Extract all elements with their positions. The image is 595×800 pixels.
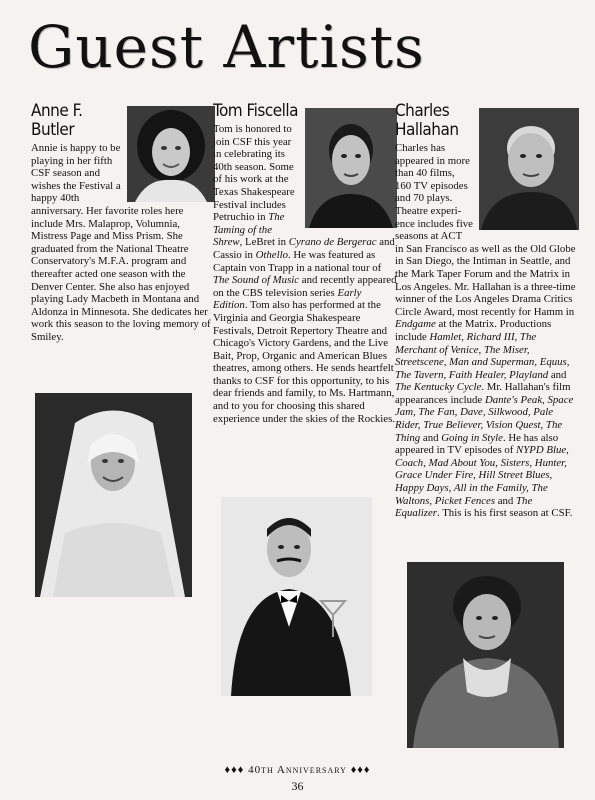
artist-column-hallahan xyxy=(395,102,579,520)
footer-banner xyxy=(0,764,595,776)
page-title: Guest Artists xyxy=(28,13,425,81)
headshot-photo xyxy=(127,106,215,202)
artist-bio: Tom is honored to join CSF this year in celebrating its 40th season. Some of his work at the Texas Shakespeare Festival includes Petruchio in The Taming of the Shrew, LeBret in Cyrano de Bergerac and Cassio in Othello. He was featured as Captain von Trapp in a national tour of The Sound of Music and recently appeared on the CBS television series Early Edition. Tom also has performed at the Virginia and Georgia Shakespeare Festivals, Detroit Repertory Theatre and Chicago's Victory Gardens, and the Live Bait, Prop, Organic and American Blues theatres, among others. He sends heartfelt thanks to CSF for this opportunity, to his dear friends and family, to Ms. Hartmann, and to you for choosing this shared experience under the skies of the Rockies. xyxy=(213,123,397,425)
artist-column-fiscella xyxy=(213,102,397,425)
production-photo-bride xyxy=(35,393,192,597)
headshot-photo xyxy=(305,108,397,228)
ornament-left: ♦♦♦ xyxy=(224,764,245,776)
production-photo-tuxedo xyxy=(221,497,372,696)
artist-name: Charles Hallahan xyxy=(395,101,459,140)
headshot-photo xyxy=(479,108,579,230)
artist-name: Tom Fiscella xyxy=(213,101,299,121)
artist-bio: Annie is happy to be playing in her fifth CSF season and wishes the Festival a happy 40th anniversary. Her favorite roles here include Mrs. Malaprop, Volumnia, Mistress Page and Miss Prism. She graduated from the National Theatre Conservatory's M.F.A. program and thereafter acted one season with the Denver Center. She also has enjoyed playing Lady Macbeth in Montana and Aldonza in Minnesota. She dedicates her work this season to the loving memory of Smiley. xyxy=(31,142,211,343)
artist-name: Anne F. Butler xyxy=(31,101,83,140)
page-number: 36 xyxy=(291,779,304,793)
artist-column-butler xyxy=(31,102,215,344)
footer-text: 40th Anniversary xyxy=(248,764,347,776)
ornament-right: ♦♦♦ xyxy=(350,764,371,776)
production-photo-costume xyxy=(407,562,564,748)
artist-bio: Charles has appeared in more than 40 films, 160 TV episodes and 70 plays. Theatre experi- ence includes five seasons at ACT in San Francisco as well as the Old Globe in San Diego, the Intiman in Seattle, and the Mark Taper Forum and the Matrix in Los Angeles. Mr. Hallahan is a three-time winner of the Los Angeles Drama Critics Circle Award, most recently for Hamm in Endgame at the Matrix. Productions include Hamlet, Richard III, The Merchant of Venice, The Miser, Streetscene, Man and Superman, Equus, The Tavern, Faith Healer, Playland and The Kentucky Cycle. Mr. Hallahan's film appearances include Dante's Peak, Space Jam, The Fan, Dave, Silkwood, Pale Rider, True Believer, Vision Quest, The Thing and Going in Style. He has also appeared in TV episodes of NYPD Blue, Coach, Mad About You, Sisters, Hunter, Grace Under Fire, Hill Street Blues, Happy Days, All in the Family, The Waltons, Picket Fences and The Equalizer. This is his first season at CSF. xyxy=(395,142,576,520)
